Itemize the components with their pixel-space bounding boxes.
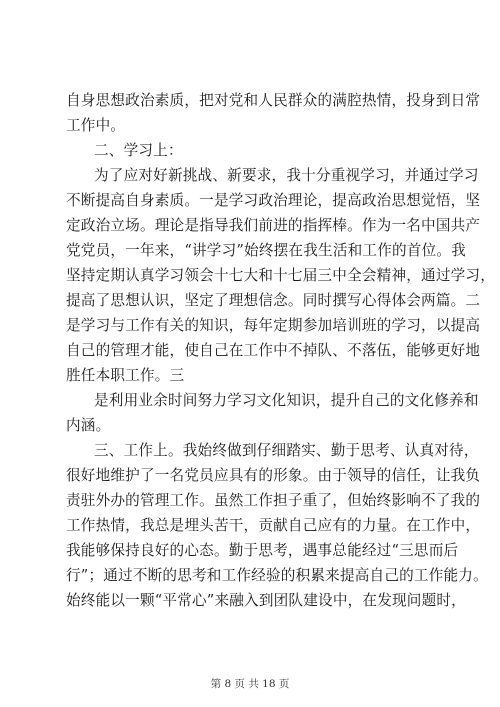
text-line: 坚持定期认真学习领会十七大和十七届三中全会精神，通过学习， bbox=[66, 267, 496, 284]
text-line: 党党员，一年来，“讲学习”始终摆在我生活和工作的首位。我 bbox=[66, 242, 466, 259]
paragraph-work bbox=[66, 438, 488, 613]
paragraph-culture bbox=[66, 388, 479, 438]
section-heading-study bbox=[66, 138, 438, 163]
text-line: 内涵。 bbox=[66, 417, 111, 434]
text-line: 不断提高自身素质。一是学习政治理论，提高政治思想觉悟，坚 bbox=[66, 192, 481, 209]
text-line: 很好地维护了一名党员应具有的形象。由于领导的信任，让我负 bbox=[66, 467, 481, 484]
paragraph-study bbox=[66, 163, 496, 388]
text-line: 三、工作上。我始终做到仔细踏实、勤于思考、认真对待， bbox=[94, 442, 479, 459]
text-line: 胜任本职工作。三 bbox=[66, 367, 185, 384]
text-line: 工作中。 bbox=[66, 117, 126, 134]
heading-text: 二、学习上： bbox=[94, 142, 183, 159]
text-line: 我能够保持良好的心态。勤于思考，遇事总能经过“三思而后 bbox=[66, 542, 459, 559]
text-line: 为了应对好新挑战、新要求，我十分重视学习，并通过学习 bbox=[94, 167, 479, 184]
text-line: 是学习与工作有关的知识，每年定期参加培训班的学习，以提高 bbox=[66, 317, 481, 334]
text-line: 责驻外办的管理工作。虽然工作担子重了，但始终影响不了我的 bbox=[66, 492, 481, 509]
text-line: 始终能以一颗“平常心”来融入到团队建设中，在发现问题时， bbox=[66, 592, 466, 609]
text-line: 行”；通过不断的思考和工作经验的积累来提高自己的工作能力。 bbox=[66, 567, 488, 584]
document-body bbox=[66, 88, 496, 613]
text-line: 提高了思想认识，坚定了理想信念。同时撰写心得体会两篇。二 bbox=[66, 292, 481, 309]
text-line: 定政治立场。理论是指导我们前进的指挥棒。作为一名中国共产 bbox=[66, 217, 481, 234]
paragraph-continuation bbox=[66, 88, 481, 138]
text-line: 是利用业余时间努力学习文化知识，提升自己的文化修养和 bbox=[94, 392, 479, 409]
text-line: 自身思想政治素质，把对党和人民群众的满腔热情，投身到日常 bbox=[66, 92, 481, 109]
text-line: 工作热情，我总是埋头苦干，贡献自己应有的力量。在工作中， bbox=[66, 517, 481, 534]
page-number-footer: 第 8 页 共 18 页 bbox=[210, 678, 290, 690]
text-line: 自己的管理才能，使自己在工作中不掉队、不落伍，能够更好地 bbox=[66, 342, 481, 359]
